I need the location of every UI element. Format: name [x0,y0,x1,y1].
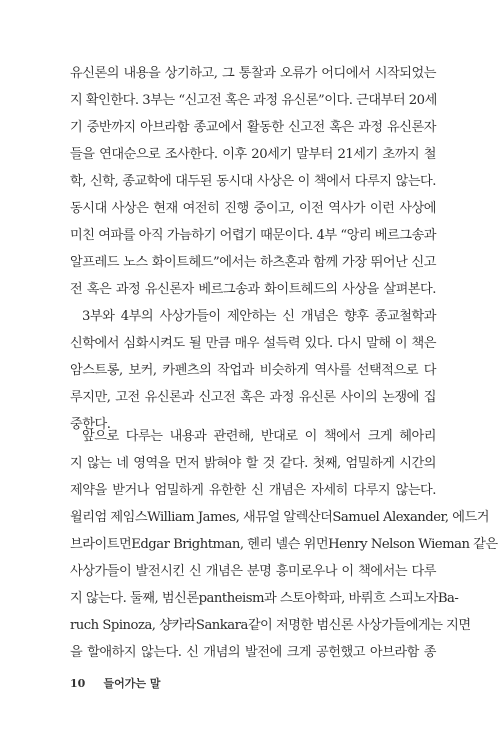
text-line: 제약을 받거나 엄밀하게 유한한 신 개념은 자세히 다루지 않는다. [70,483,436,498]
text-line: 을 할애하지 않는다. 신 개념의 발전에 크게 공헌했고 아브라함 종 [70,645,436,660]
text-line: 루지만, 고전 유신론과 신고전 혹은 과정 유신론 사이의 논쟁에 집 [70,390,436,405]
text-line: 중한다. [70,417,111,432]
text-line: 들을 연대순으로 조사한다. 이후 20세기 말부터 21세기 초까지 철 [70,147,436,162]
text-line: 사상가들이 발전시킨 신 개념은 분명 흥미로우나 이 책에서는 다루 [70,564,436,579]
running-head: 들어가는 말 [103,677,161,690]
text-line: 동시대 사상은 현재 여전히 진행 중이고, 이전 역사가 이런 사상에 [70,201,436,216]
text-line: 기 중반까지 아브라함 종교에서 활동한 신고전 혹은 과정 유신론자 [70,120,436,135]
text-line: 전 혹은 과정 유신론자 베르그송과 화이트헤드의 사상을 살펴본다. [70,282,436,297]
text-line: 지 않는다. 둘째, 범신론pantheism과 스토아학파, 바뤼흐 스피노자Ba- [70,591,459,606]
page-footer [70,676,160,692]
text-line: 윌리엄 제임스William James, 새뮤얼 알렉산더Samuel Alexander, 에드거 [70,510,490,525]
text-line: 지 확인한다. 3부는 “신고전 혹은 과정 유신론”이다. 근대부터 20세 [70,93,437,108]
text-line: 미친 여파를 아직 가늠하기 어렵기 때문이다. 4부 “앙리 베르그송과 [70,228,436,243]
text-line: 3부와 4부의 사상가들이 제안하는 신 개념은 향후 종교철학과 [82,309,436,324]
text-line: 신학에서 심화시켜도 될 만큼 매우 설득력 있다. 다시 말해 이 책은 [70,336,436,351]
text-line: ruch Spinoza, 샹카라Sankara같이 저명한 범신론 사상가들에게는 지면 [70,618,471,633]
text-line: 알프레드 노스 화이트헤드”에서는 하츠혼과 함께 가장 뛰어난 신고 [70,255,436,270]
text-line: 암스트롱, 보커, 카펜츠의 작업과 비슷하게 역사를 선택적으로 다 [70,363,436,378]
text-line: 학, 신학, 종교학에 대두된 동시대 사상은 이 책에서 다루지 않는다. [70,174,436,189]
text-line: 지 않는 네 영역을 먼저 밝혀야 할 것 같다. 첫째, 엄밀하게 시간의 [70,456,436,471]
page-number: 10 [70,677,86,690]
text-line: 앞으로 다루는 내용과 관련해, 반대로 이 책에서 크게 헤아리 [82,429,436,444]
text-line: 유신론의 내용을 상기하고, 그 통찰과 오류가 어디에서 시작되었는 [70,66,436,81]
text-line: 브라이트먼Edgar Brightman, 헨리 넬슨 위먼Henry Nelson Wieman 같은 [70,537,498,552]
